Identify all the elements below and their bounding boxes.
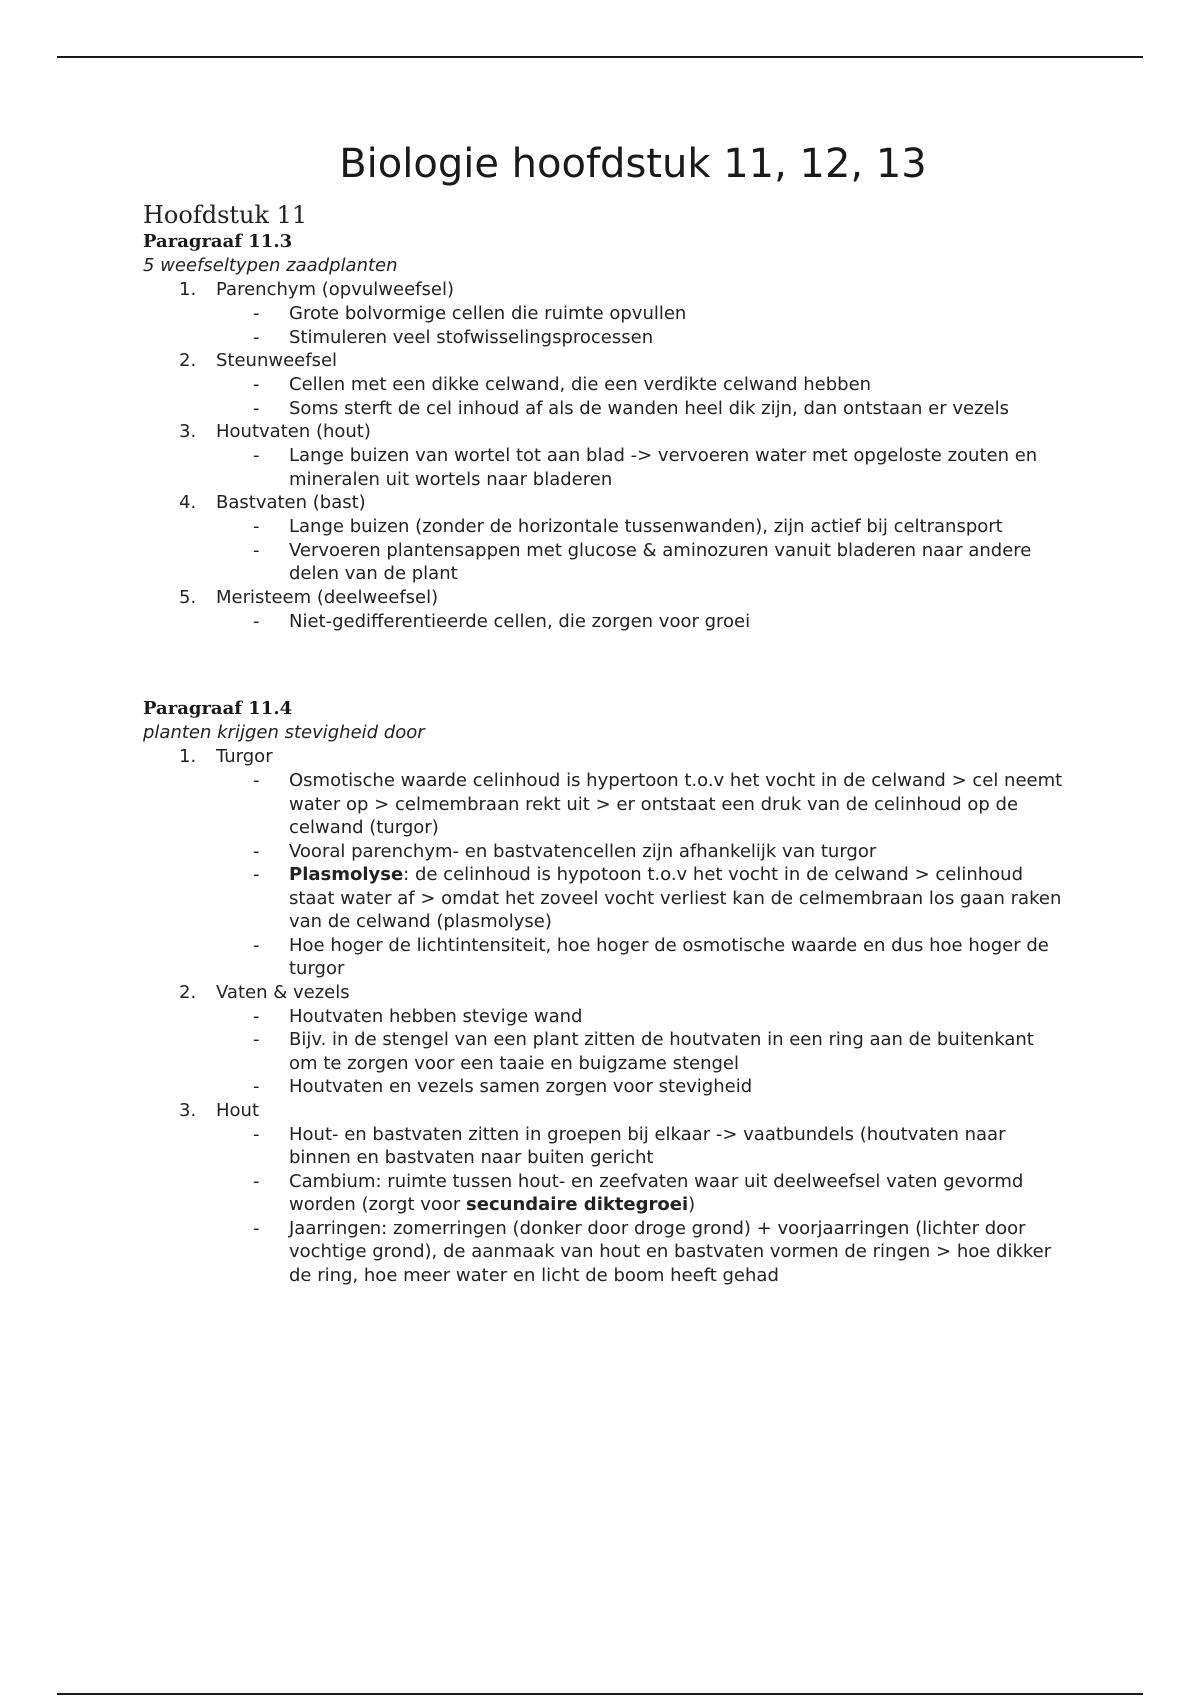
item-label: Meristeem (deelweefsel) — [216, 586, 439, 608]
bullet-item: - Houtvaten hebben stevige wand — [253, 1005, 583, 1027]
bullet-list — [216, 1005, 1063, 1099]
dash-bullet-icon: - — [253, 864, 260, 885]
bullet-list — [216, 302, 1063, 349]
dash-bullet-icon: - — [253, 303, 260, 324]
dash-bullet-icon: - — [253, 1029, 260, 1050]
list-item — [143, 491, 1063, 586]
dash-bullet-icon: - — [253, 445, 260, 466]
item-label: Turgor — [216, 746, 273, 767]
bullet-item: - Bijv. in de stengel van een plant zitten de houtvaten in een ring aan de buitenkant om te zorgen voor een taaie en buigzame stengel — [253, 1029, 1034, 1074]
dash-bullet-icon: - — [253, 610, 260, 632]
item-label: Bastvaten (bast) — [216, 492, 366, 513]
section-subheading: 5 weefseltypen zaadplanten — [143, 255, 398, 276]
item-number: 2. — [179, 981, 197, 1003]
dash-bullet-icon: - — [253, 1076, 260, 1097]
dash-bullet-icon: - — [253, 374, 260, 395]
numbered-list — [143, 745, 1063, 1287]
header-rule — [57, 56, 1143, 58]
item-label: Hout — [216, 1099, 260, 1121]
keyword-plasmolyse: Plasmolyse — [289, 864, 404, 885]
section-heading: Paragraaf 11.4 — [143, 698, 293, 719]
dash-bullet-icon: - — [253, 539, 260, 561]
dash-bullet-icon: - — [253, 934, 260, 956]
bullet-list — [216, 1123, 1063, 1288]
bullet-item: - Plasmolyse: de celinhoud is hypotoon t.o.v het vocht in de celwand > celinhoud staat water af > omdat het zoveel vocht verliest kan de celmembraan los gaan raken van de celwand (plasmolyse) — [253, 864, 1062, 932]
numbered-list — [143, 278, 1063, 633]
list-item — [143, 981, 1063, 1099]
bullet-item: - Cambium: ruimte tussen hout- en zeefvaten waar uit deelweefsel vaten gevormd worden (zorgt voor secundaire diktegroei) — [253, 1170, 1024, 1215]
section-heading: Paragraaf 11.3 — [143, 231, 293, 252]
item-number: 1. — [179, 746, 197, 767]
dash-bullet-icon: - — [253, 516, 260, 537]
bullet-item: - Niet-gedifferentieerde cellen, die zorgen voor groei — [253, 610, 751, 632]
document-title: Biologie hoofdstuk 11, 12, 13 — [339, 141, 927, 187]
item-number: 3. — [179, 1099, 197, 1121]
list-item — [143, 586, 1063, 634]
bullet-item: - Jaarringen: zomerringen (donker door droge grond) + voorjaarringen (lichter door vochtige grond), de aanmaak van hout en bastvaten vormen de ringen > hoe dikker de ring, hoe meer water en licht de boom heeft gehad — [253, 1217, 1052, 1286]
section-11-4 — [143, 697, 1063, 1287]
bullet-item: - Houtvaten en vezels samen zorgen voor stevigheid — [253, 1076, 753, 1097]
dash-bullet-icon: - — [253, 326, 260, 348]
footer-rule — [57, 1693, 1143, 1695]
chapter-heading: Hoofdstuk 11 — [143, 201, 308, 229]
dash-bullet-icon: - — [253, 1123, 260, 1145]
bullet-item: - Cellen met een dikke celwand, die een verdikte celwand hebben — [253, 374, 872, 395]
item-label: Vaten & vezels — [216, 981, 350, 1003]
item-number: 5. — [179, 586, 197, 608]
item-number: 1. — [179, 279, 197, 300]
section-11-3 — [143, 230, 1063, 633]
bullet-item: - Lange buizen van wortel tot aan blad -> vervoeren water met opgeloste zouten en mineralen uit wortels naar bladeren — [253, 445, 1038, 490]
bullet-list — [216, 515, 1063, 586]
keyword-secundaire-diktegroei: secundaire diktegroei — [466, 1194, 689, 1215]
bullet-list — [216, 610, 1063, 634]
list-item — [143, 745, 1063, 981]
list-item — [143, 349, 1063, 420]
item-number: 4. — [179, 492, 197, 513]
dash-bullet-icon: - — [253, 397, 260, 419]
item-label: Parenchym (opvulweefsel) — [216, 279, 454, 300]
item-number: 2. — [179, 350, 197, 371]
document-body — [143, 138, 1063, 1287]
list-item — [143, 1099, 1063, 1288]
bullet-item: - Lange buizen (zonder de horizontale tussenwanden), zijn actief bij celtransport — [253, 516, 1003, 537]
dash-bullet-icon: - — [253, 1170, 260, 1192]
list-item — [143, 420, 1063, 491]
bullet-list — [216, 769, 1063, 981]
item-label: Houtvaten (hout) — [216, 421, 371, 442]
bullet-item: - Stimuleren veel stofwisselingsprocessen — [253, 326, 654, 348]
item-number: 3. — [179, 421, 197, 442]
dash-bullet-icon: - — [253, 1217, 260, 1239]
bullet-item: - Grote bolvormige cellen die ruimte opvullen — [253, 303, 687, 324]
section-subheading: planten krijgen stevigheid door — [143, 722, 425, 743]
bullet-list — [216, 444, 1063, 491]
bullet-item: - Hoe hoger de lichtintensiteit, hoe hoger de osmotische waarde en dus hoe hoger de turgor — [253, 934, 1049, 979]
dash-bullet-icon: - — [253, 1005, 260, 1027]
bullet-item: - Vooral parenchym- en bastvatencellen zijn afhankelijk van turgor — [253, 840, 877, 862]
bullet-item: - Soms sterft de cel inhoud af als de wanden heel dik zijn, dan ontstaan er vezels — [253, 397, 1009, 419]
bullet-item: - Hout- en bastvaten zitten in groepen bij elkaar -> vaatbundels (houtvaten naar binnen en bastvaten naar buiten gericht — [253, 1123, 1006, 1168]
dash-bullet-icon: - — [253, 770, 260, 791]
bullet-item: - Vervoeren plantensappen met glucose & aminozuren vanuit bladeren naar andere delen van de plant — [253, 539, 1032, 584]
dash-bullet-icon: - — [253, 840, 260, 862]
bullet-item: - Osmotische waarde celinhoud is hypertoon t.o.v het vocht in de celwand > cel neemt water op > celmembraan rekt uit > er ontstaat een druk van de celinhoud op de celwand (turgor) — [253, 770, 1063, 838]
item-label: Steunweefsel — [216, 350, 338, 371]
bullet-list — [216, 373, 1063, 420]
list-item — [143, 278, 1063, 349]
